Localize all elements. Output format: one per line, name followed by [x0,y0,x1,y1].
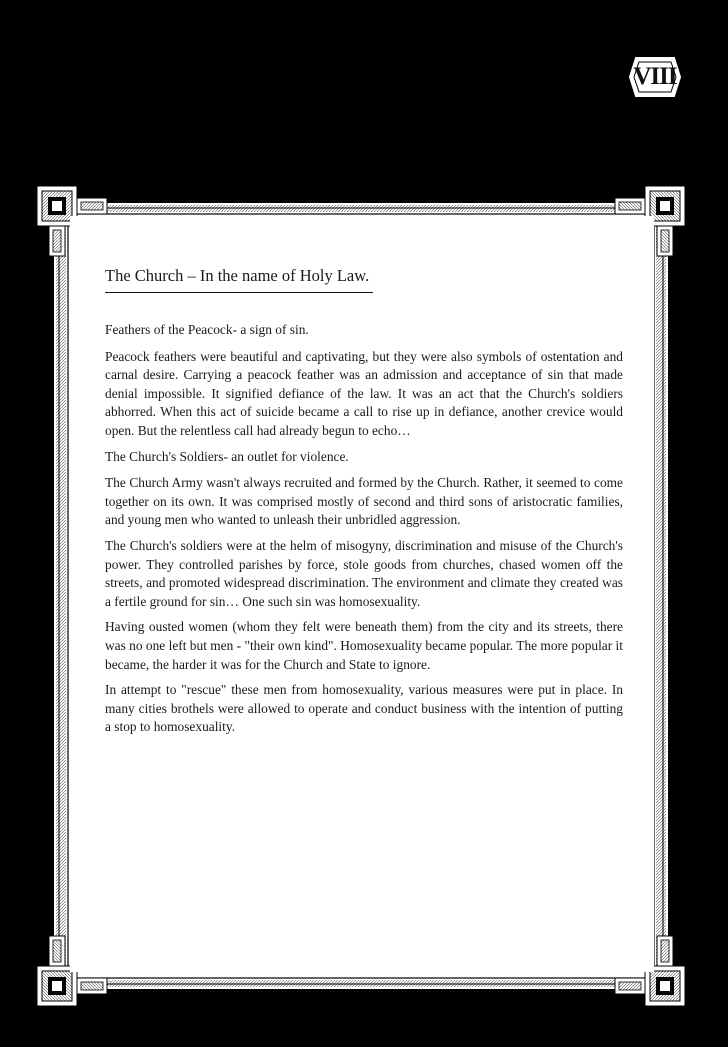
paragraph: In attempt to "rescue" these men from homosexuality, various measures were put in place. In many cities brothels were allowed to operate and conduct business with the intention of putting a stop to homosexuality. [105,682,623,735]
chapter-numeral: VIII [633,63,677,90]
chapter-badge [628,56,682,98]
section-subheading: The Church's Soldiers- an outlet for violence. [105,448,349,464]
article-heading: The Church – In the name of Holy Law. [105,266,373,293]
article [105,266,623,744]
paragraph: Having ousted women (whom they felt were beneath them) from the city and its streets, there was no one left but men - "their own kind". Homosexuality became popular. The more popular it became, the harder it was for the Church and State to ignore. [105,619,623,672]
paragraph: The Church Army wasn't always recruited and formed by the Church. Rather, it seemed to come together on its own. It was comprised mostly of second and third sons of aristocratic families, and young men who wanted to unleash their unbridled aggression. [105,475,623,528]
section-subheading: Feathers of the Peacock- a sign of sin. [105,322,309,337]
paragraph: Peacock feathers were beautiful and captivating, but they were also symbols of ostentation and carnal desire. Carrying a peacock feather was an admission and acceptance of sin that made denial impossible. It signified defiance of the law. It was an act that the Church's soldiers abhorred. When this act of suicide became a call to rise up in defiance, another crevice would open. But the relentless call had already begun to echo… [105,348,623,438]
article-body [105,321,623,737]
paragraph: The Church's soldiers were at the helm of misogyny, discrimination and misuse of the Church's power. They controlled parishes by force, stole goods from churches, chased women off the streets, and promoted widespread discrimination. The environment and climate they created was a fertile ground for sin… One such sin was homosexuality. [105,537,623,609]
